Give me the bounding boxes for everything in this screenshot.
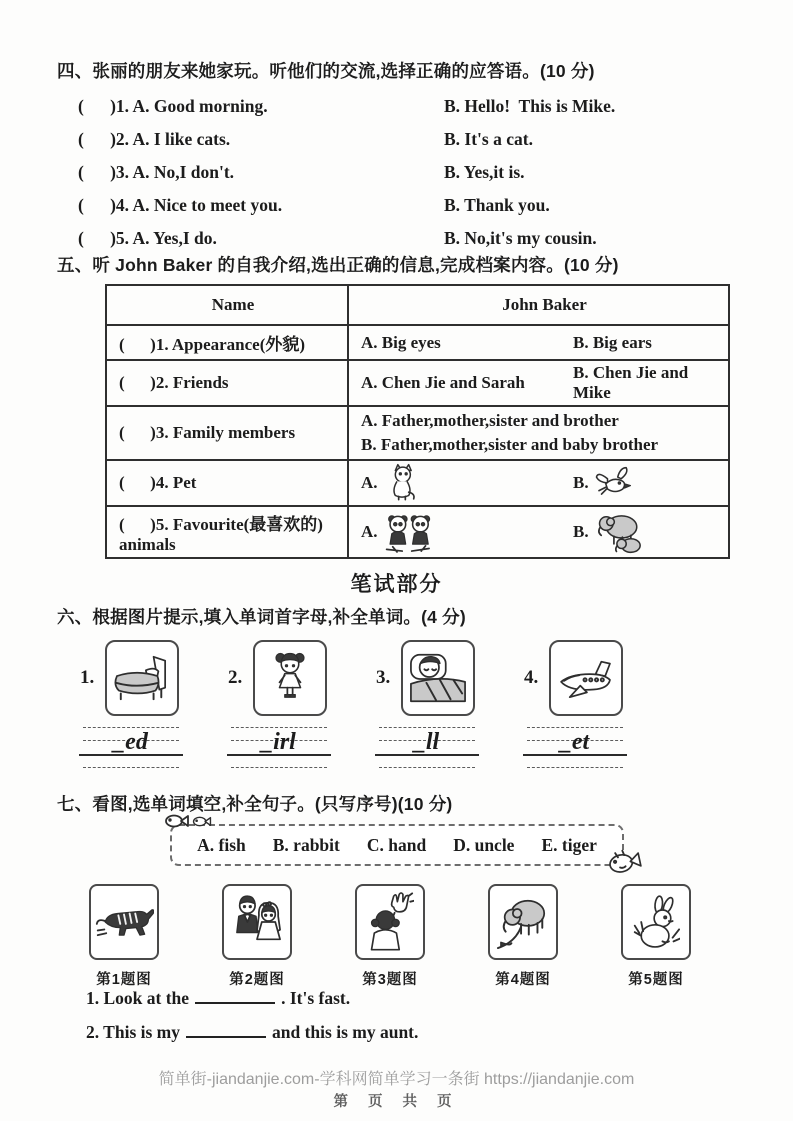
item-number: 2. bbox=[228, 667, 243, 688]
column-header-johnbaker: John Baker bbox=[348, 285, 729, 325]
sentence-pre: 1. Look at the bbox=[86, 988, 190, 1008]
option-b: B. Chen Jie and Mike bbox=[573, 363, 689, 402]
picture-frame bbox=[621, 884, 691, 960]
picture-frame bbox=[549, 640, 623, 716]
picture-caption: 第2题图 bbox=[229, 972, 285, 988]
sentence-post: . It's fast. bbox=[281, 988, 351, 1008]
handwriting-guide bbox=[83, 727, 179, 769]
bank-word: D. uncle bbox=[453, 834, 515, 855]
picture-item bbox=[88, 884, 160, 989]
bank-word: B. rabbit bbox=[272, 834, 340, 855]
table-row bbox=[106, 460, 729, 506]
option-a: A. bbox=[361, 463, 573, 503]
picture-item bbox=[221, 884, 293, 989]
option-a: ( )2. A. I like cats. bbox=[78, 129, 231, 149]
picture-frame bbox=[253, 640, 327, 716]
bird-icon bbox=[595, 466, 637, 500]
picture-item bbox=[228, 640, 329, 716]
column-header-name: Name bbox=[106, 285, 348, 325]
option-a: ( )3. A. No,I don't. bbox=[78, 162, 235, 182]
tiger-icon bbox=[94, 902, 154, 942]
picture-caption: 第3题图 bbox=[362, 972, 418, 988]
bank-word: A. fish bbox=[197, 834, 246, 855]
row-label: ( )3. Family members bbox=[106, 406, 348, 460]
fill-in-sentence bbox=[86, 988, 350, 1009]
option-a: ( )5. A. Yes,I do. bbox=[78, 228, 217, 248]
listening-item bbox=[78, 222, 748, 255]
option-b: B. Hello! This is Mike. bbox=[444, 96, 616, 116]
row-label: ( )4. Pet bbox=[106, 460, 348, 506]
fill-in-sentence bbox=[86, 1022, 418, 1043]
section6-title: 六、根据图片提示,填入单词首字母,补全单词。(4 分) bbox=[57, 607, 466, 627]
picture-item bbox=[354, 884, 426, 989]
listening-item bbox=[78, 189, 748, 222]
word-bank bbox=[170, 824, 624, 866]
picture-caption: 第5题图 bbox=[628, 972, 684, 988]
section7-title: 七、看图,选单词填空,补全句子。(只写序号)(10 分) bbox=[57, 794, 453, 814]
option-b: B. bbox=[573, 510, 728, 554]
row-label: ( )1. Appearance(外貌) bbox=[106, 325, 348, 360]
picture-caption: 第4题图 bbox=[495, 972, 551, 988]
elephants-icon bbox=[595, 510, 643, 554]
option-b: B. Father,mother,sister and baby brother bbox=[361, 435, 659, 454]
answer-text: _et bbox=[559, 729, 590, 755]
option-a: A. bbox=[361, 510, 573, 554]
section6-pictures bbox=[80, 640, 625, 716]
pandas-icon bbox=[384, 510, 436, 554]
girl-icon bbox=[269, 648, 311, 708]
table-row bbox=[106, 506, 729, 558]
table-row bbox=[106, 406, 729, 460]
option-b: B. No,it's my cousin. bbox=[444, 228, 597, 248]
picture-frame bbox=[89, 884, 159, 960]
boy-in-bed-icon bbox=[407, 649, 469, 707]
option-b: B. Big ears bbox=[573, 332, 652, 352]
picture-item bbox=[80, 640, 181, 716]
option-a: A. Big eyes bbox=[361, 332, 441, 352]
table-header-row bbox=[106, 285, 729, 325]
item-number: 4. bbox=[524, 667, 539, 688]
listening-item bbox=[78, 90, 748, 123]
section4-title: 四、张丽的朋友来她家玩。听他们的交流,选择正确的应答语。(10 分) bbox=[57, 61, 595, 81]
section4-list bbox=[78, 90, 748, 255]
sentence-post: and this is my aunt. bbox=[272, 1022, 419, 1042]
bed-icon bbox=[111, 651, 173, 705]
option-a: A. Father,mother,sister and brother bbox=[361, 411, 619, 430]
fish-icon bbox=[601, 844, 644, 881]
picture-caption: 第1题图 bbox=[96, 972, 152, 988]
option-a: ( )1. A. Good morning. bbox=[78, 96, 268, 116]
watermark-site-text: 简单街-jiandanjie.com-学科网简单学习一条街 https://jiandanjie.com bbox=[158, 1071, 635, 1088]
bank-word: E. tiger bbox=[541, 834, 597, 855]
picture-frame bbox=[355, 884, 425, 960]
jet-plane-icon bbox=[555, 655, 617, 701]
handwriting-guide bbox=[231, 727, 327, 769]
listening-item bbox=[78, 123, 748, 156]
section7-pictures bbox=[88, 884, 692, 989]
picture-frame bbox=[488, 884, 558, 960]
elephant-icon bbox=[496, 892, 550, 952]
option-b: B. Thank you. bbox=[444, 195, 550, 215]
wedding-couple-icon bbox=[232, 891, 282, 953]
rabbit-icon bbox=[632, 893, 680, 951]
row-label: ( )2. Friends bbox=[106, 360, 348, 406]
answer-text: _ed bbox=[113, 729, 148, 755]
section5-title: 五、听 John Baker 的自我介绍,选出正确的信息,完成档案内容。(10 分) bbox=[57, 255, 619, 275]
fish-icon bbox=[164, 813, 190, 829]
raised-hand-icon bbox=[366, 891, 414, 953]
answer-text: _ll bbox=[413, 729, 440, 755]
option-b: B. bbox=[573, 466, 728, 500]
item-number: 1. bbox=[80, 667, 95, 688]
option-a: ( )4. A. Nice to meet you. bbox=[78, 195, 283, 215]
fish-icon bbox=[192, 815, 212, 828]
table-row bbox=[106, 325, 729, 360]
picture-frame bbox=[105, 640, 179, 716]
profile-table bbox=[105, 284, 730, 559]
option-a: A. Chen Jie and Sarah bbox=[361, 373, 525, 392]
written-part-heading: 笔试部分 bbox=[350, 573, 443, 596]
answer-blank bbox=[195, 989, 275, 1004]
listening-item bbox=[78, 156, 748, 189]
answer-blank bbox=[186, 1023, 266, 1038]
page-number-footer: 第 页 共 页 bbox=[333, 1094, 460, 1110]
answer-text: _irl bbox=[261, 729, 296, 755]
section6-answer-lines bbox=[80, 727, 625, 769]
option-b: B. It's a cat. bbox=[444, 129, 533, 149]
sentence-pre: 2. This is my bbox=[86, 1022, 181, 1042]
handwriting-guide bbox=[379, 727, 475, 769]
picture-item bbox=[376, 640, 477, 716]
row-label: ( )5. Favourite(最喜欢的) animals bbox=[106, 506, 348, 558]
cat-icon bbox=[384, 463, 420, 503]
bank-word: C. hand bbox=[366, 834, 427, 855]
handwriting-guide bbox=[527, 727, 623, 769]
item-number: 3. bbox=[376, 667, 391, 688]
table-row bbox=[106, 360, 729, 406]
picture-item bbox=[620, 884, 692, 989]
picture-frame bbox=[222, 884, 292, 960]
option-b: B. Yes,it is. bbox=[444, 162, 525, 182]
picture-item bbox=[524, 640, 625, 716]
picture-frame bbox=[401, 640, 475, 716]
picture-item bbox=[487, 884, 559, 989]
